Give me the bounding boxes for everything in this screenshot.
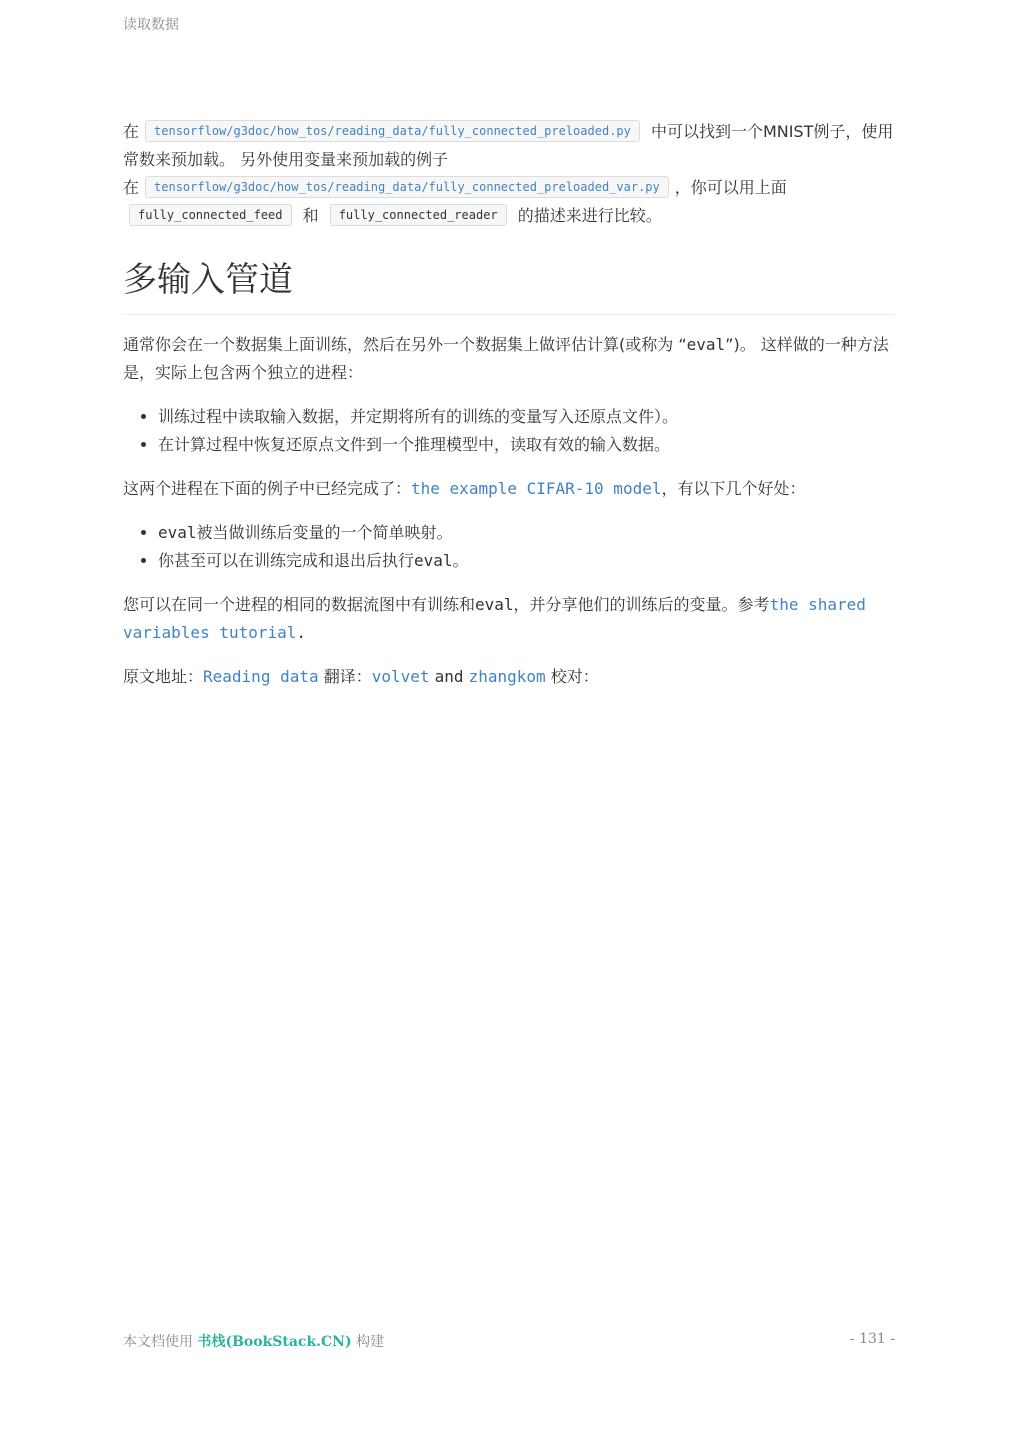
paragraph-preload-examples: 在 tensorflow/g3doc/how_tos/reading_data/fully_connected_preloaded.py 中可以找到一个MNIST例子，使用常数来预加载。 另外使用变量来预加载的例子 在 tensorflow/g3doc/how_tos/reading_data/fully_connected_preloaded_var.py ，你可以用上面 fully_connected_feed 和 fully_connected_reader 的描述来进行比较。 <box>123 122 894 225</box>
link-shared-variables-tutorial[interactable]: the shared variables tutorial <box>123 595 866 642</box>
link-translator-volvet[interactable]: volvet <box>371 667 430 686</box>
list-item: • eval被当做训练后变量的一个简单映射。 <box>158 519 895 547</box>
spacer <box>123 647 895 663</box>
footer-credit: 本文档使用 书栈(BookStack.CN) 构建 <box>123 1334 385 1350</box>
document-body <box>123 118 895 691</box>
link-translator-zhangkom[interactable]: zhangkom <box>468 667 546 686</box>
list-item: • 你甚至可以在训练完成和退出后执行eval。 <box>158 547 895 575</box>
benefits-list <box>123 519 895 575</box>
running-header: 读取数据 <box>123 17 179 33</box>
paragraph-shared-variables: 您可以在同一个进程的相同的数据流图中有训练和eval，并分享他们的训练后的变量。参考the shared variables tutorial. <box>123 595 866 642</box>
section-heading: 多输入管道 <box>123 258 895 315</box>
paragraph-cifar-example: 这两个进程在下面的例子中已经完成了：the example CIFAR-10 model，有以下几个好处： <box>123 479 806 498</box>
list-item: • 在计算过程中恢复还原点文件到一个推理模型中，读取有效的输入数据。 <box>158 431 895 459</box>
code-fully-connected-feed: fully_connected_feed <box>129 204 292 226</box>
link-cifar-10-model[interactable]: the example CIFAR-10 model <box>411 479 662 498</box>
footer-brand-link[interactable]: 书栈(BookStack.CN) <box>197 1334 352 1350</box>
code-fully-connected-reader: fully_connected_reader <box>330 204 507 226</box>
list-item: • 训练过程中读取输入数据，并定期将所有的训练的变量写入还原点文件）。 <box>158 403 895 431</box>
page-number: - 131 - <box>849 1331 895 1347</box>
code-link-preloaded[interactable]: tensorflow/g3doc/how_tos/reading_data/fully_connected_preloaded.py <box>145 120 640 142</box>
paragraph-eval-intro: 通常你会在一个数据集上面训练，然后在另外一个数据集上做评估计算(或称为 “eval”)。 这样做的一种方法是，实际上包含两个独立的进程： <box>123 335 889 382</box>
link-reading-data[interactable]: Reading data <box>203 667 319 686</box>
paragraph-credits: 原文地址：Reading data 翻译：volvet and zhangkom 校对： <box>123 667 599 686</box>
code-link-preloaded-var[interactable]: tensorflow/g3doc/how_tos/reading_data/fully_connected_preloaded_var.py <box>145 176 669 198</box>
process-list <box>123 403 895 459</box>
